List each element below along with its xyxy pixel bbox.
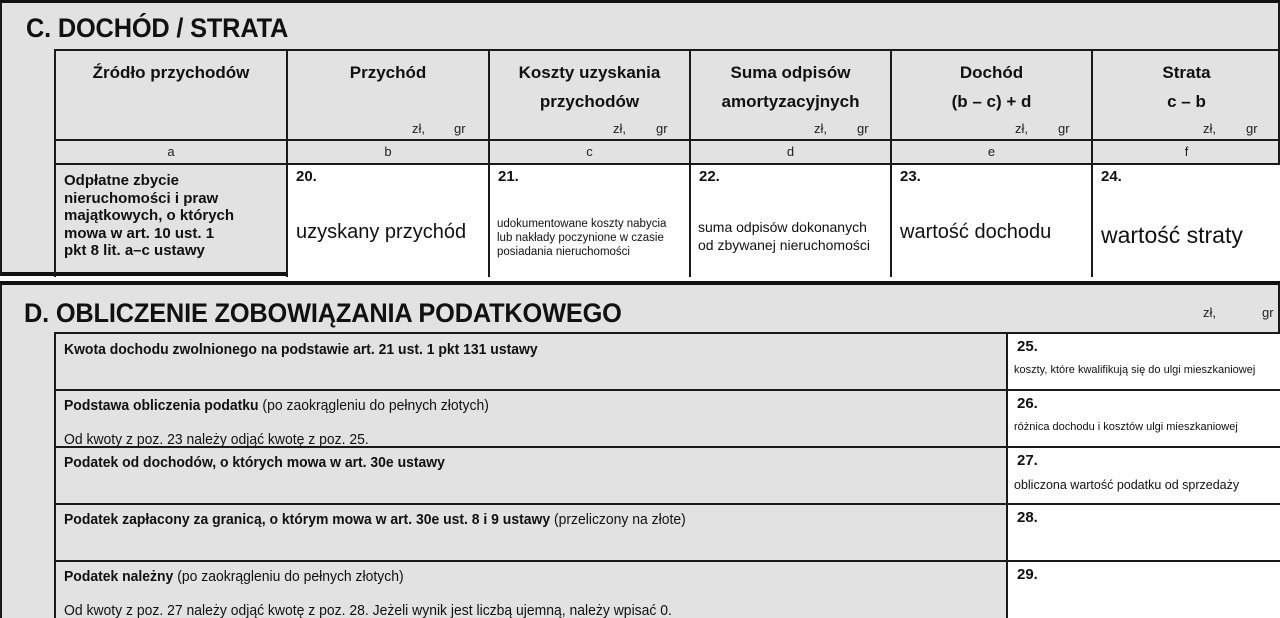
value-line: suma odpisów dokonanych <box>698 219 867 235</box>
unit-gr: gr <box>656 121 668 136</box>
field-number: 26. <box>1017 395 1038 412</box>
section-d-tax-calculation <box>0 281 1280 618</box>
column-letter-a: a <box>167 144 175 159</box>
label-normal: (przeliczony na złote) <box>550 511 686 528</box>
field-value <box>698 218 870 254</box>
label-line: nieruchomości i praw <box>64 189 219 207</box>
field-20-revenue[interactable] <box>288 165 488 277</box>
field-number: 22. <box>699 168 720 185</box>
field-23-income[interactable] <box>892 165 1091 277</box>
value-line: od zbywanej nieruchomości <box>698 237 870 253</box>
field-27-tax[interactable] <box>1008 448 1280 503</box>
field-value: koszty, które kwalifikują się do ulgi mieszkaniowej <box>1014 364 1256 376</box>
field-value: uzyskany przychód <box>296 221 467 243</box>
value-line: lub nakłady poczynione w czasie <box>497 232 664 244</box>
label-normal: (po zaokrągleniu do pełnych złotych) <box>173 568 404 585</box>
header-line: amortyzacyjnych <box>721 92 860 111</box>
column-header-depreciation <box>691 58 890 116</box>
field-29-tax-due[interactable] <box>1008 562 1280 618</box>
label-bold: Kwota dochodu zwolnionego na podstawie art. 21 ust. 1 pkt 131 ustawy <box>64 341 538 358</box>
header-line: Źródło przychodów <box>92 63 250 82</box>
field-number: 27. <box>1017 452 1038 469</box>
value-line: udokumentowane koszty nabycia <box>497 218 667 230</box>
field-value <box>497 217 666 259</box>
unit-gr: gr <box>1058 121 1070 136</box>
table-border-left <box>54 332 56 618</box>
unit-zl: zł, <box>613 121 626 136</box>
label-line: pkt 8 lit. a–c ustawy <box>64 242 205 259</box>
column-header-source <box>56 58 286 87</box>
unit-zl: zł, <box>1203 305 1216 320</box>
column-letter-e: e <box>987 144 996 159</box>
column-letter-d: d <box>786 144 795 159</box>
header-line: przychodów <box>539 92 640 111</box>
row-25-label <box>64 341 538 358</box>
unit-zl: zł, <box>412 121 425 136</box>
field-number: 29. <box>1017 566 1038 583</box>
column-letter-f: f <box>1184 144 1189 159</box>
header-line: Dochód <box>959 63 1024 82</box>
field-number: 23. <box>900 168 921 185</box>
unit-gr: gr <box>1262 305 1274 320</box>
field-value: różnica dochodu i kosztów ulgi mieszkaniowej <box>1014 421 1238 433</box>
section-c-title: C. DOCHÓD / STRATA <box>26 13 289 43</box>
label-line: mowa w art. 10 ust. 1 <box>64 224 215 242</box>
label-bold: Podatek zapłacony za granicą, o którym mowa w art. 30e ust. 8 i 9 ustawy <box>64 511 551 528</box>
header-line: c – b <box>1167 92 1206 111</box>
field-22-depreciation[interactable] <box>691 165 890 277</box>
field-value: wartość dochodu <box>900 221 1052 243</box>
row-27-label <box>64 454 445 471</box>
header-line: Przychód <box>349 63 427 82</box>
column-header-costs <box>490 58 689 116</box>
field-24-loss[interactable] <box>1093 165 1280 277</box>
section-d-title: D. OBLICZENIE ZOBOWIĄZANIA PODATKOWEGO <box>24 298 622 328</box>
field-number: 28. <box>1017 509 1038 526</box>
header-divider <box>54 139 1280 141</box>
row-29-label <box>64 568 404 585</box>
row-28-label <box>64 511 686 528</box>
label-bold: Podatek należny <box>64 568 174 585</box>
unit-gr: gr <box>454 121 466 136</box>
row-26-label <box>64 397 489 414</box>
field-number: 25. <box>1017 338 1038 355</box>
label-line: majątkowych, o których <box>64 207 235 224</box>
field-28-foreign-tax[interactable] <box>1008 505 1280 560</box>
header-line: Suma odpisów <box>730 63 851 82</box>
unit-zl: zł, <box>1203 121 1216 136</box>
field-number: 20. <box>296 168 317 185</box>
column-letter-b: b <box>384 144 392 159</box>
source-row-label <box>64 172 284 260</box>
field-21-costs[interactable] <box>490 165 689 277</box>
unit-zl: zł, <box>814 121 827 136</box>
field-number: 21. <box>498 168 519 185</box>
section-c-income-loss <box>0 0 1280 276</box>
unit-gr: gr <box>857 121 869 136</box>
field-value: obliczona wartość podatku od sprzedaży <box>1014 478 1240 492</box>
row-29-note: Od kwoty z poz. 27 należy odjąć kwotę z poz. 28. Jeżeli wynik jest liczbą ujemną, należy wpisać 0. <box>64 602 672 618</box>
unit-zl: zł, <box>1015 121 1028 136</box>
header-line: (b – c) + d <box>951 92 1032 111</box>
field-value: wartość straty <box>1101 222 1243 248</box>
label-line: Odpłatne zbycie <box>64 172 180 189</box>
column-header-loss <box>1093 58 1280 116</box>
column-letter-c: c <box>586 144 593 159</box>
row-26-note: Od kwoty z poz. 23 należy odjąć kwotę z poz. 25. <box>64 431 369 448</box>
header-line: Strata <box>1162 63 1211 82</box>
column-header-revenue <box>288 58 488 87</box>
header-line: Koszty uzyskania <box>518 63 661 82</box>
table-border-top <box>54 49 1280 51</box>
column-header-income <box>892 58 1091 116</box>
label-bold: Podstawa obliczenia podatku <box>64 397 259 414</box>
field-number: 24. <box>1101 168 1122 185</box>
value-line: posiadania nieruchomości <box>497 246 630 258</box>
field-26-tax-base[interactable] <box>1008 391 1280 446</box>
unit-gr: gr <box>1246 121 1258 136</box>
field-25-housing-relief[interactable] <box>1008 334 1280 389</box>
label-bold: Podatek od dochodów, o których mowa w art. 30e ustawy <box>64 454 445 471</box>
label-normal: (po zaokrągleniu do pełnych złotych) <box>258 397 489 414</box>
